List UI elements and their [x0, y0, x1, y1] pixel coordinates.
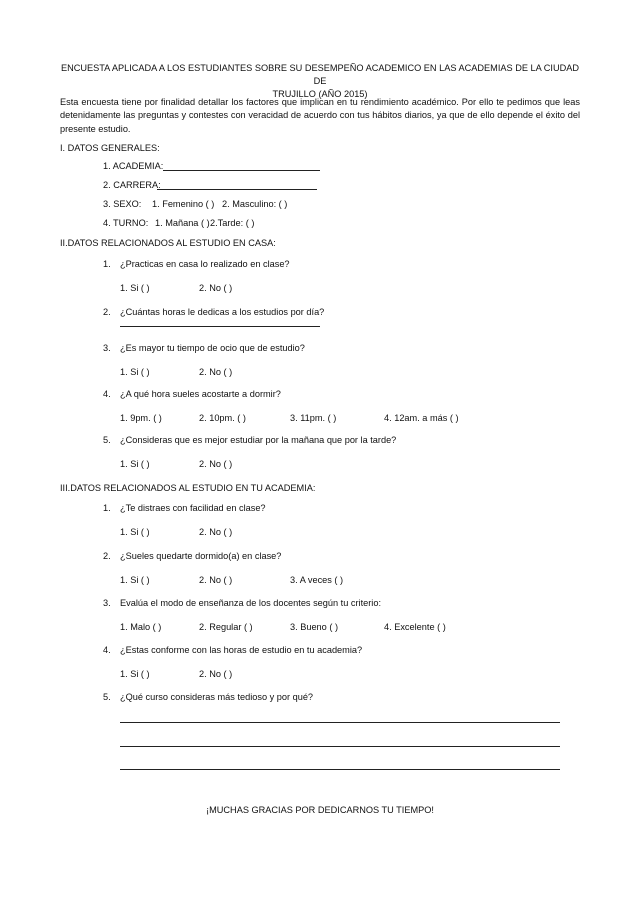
question-number: 1. — [103, 259, 111, 269]
option-no[interactable]: 2. No ( ) — [199, 527, 233, 537]
question-number: 5. — [103, 435, 111, 445]
option-turno-tarde[interactable]: 2.Tarde: ( ) — [210, 218, 255, 228]
question-text: ¿Practicas en casa lo realizado en clase? — [120, 259, 290, 269]
field-turno-label: 4. TURNO: — [103, 218, 149, 228]
option-no[interactable]: 2. No ( ) — [199, 669, 233, 679]
option-si[interactable]: 1. Si ( ) — [120, 669, 150, 679]
question-number: 3. — [103, 343, 111, 353]
survey-title-line2: TRUJILLO (AÑO 2015) — [272, 89, 368, 99]
closing-message: ¡MUCHAS GRACIAS POR DEDICARNOS TU TIEMPO! — [206, 805, 434, 815]
option-sexo-masculino[interactable]: 2. Masculino: ( ) — [222, 199, 288, 209]
option-11pm[interactable]: 3. 11pm. ( ) — [290, 413, 337, 423]
option-excelente[interactable]: 4. Excelente ( ) — [384, 622, 446, 632]
option-si[interactable]: 1. Si ( ) — [120, 527, 150, 537]
question-number: 2. — [103, 307, 111, 317]
option-bueno[interactable]: 3. Bueno ( ) — [290, 622, 339, 632]
option-malo[interactable]: 1. Malo ( ) — [120, 622, 162, 632]
answer-line[interactable] — [120, 722, 560, 723]
question-number: 4. — [103, 389, 111, 399]
option-no[interactable]: 2. No ( ) — [199, 459, 233, 469]
question-number: 3. — [103, 598, 111, 608]
question-text: ¿Consideras que es mejor estudiar por la mañana que por la tarde? — [120, 435, 397, 445]
option-turno-manana[interactable]: 1. Mañana ( ) — [155, 218, 210, 228]
section2-heading: II.DATOS RELACIONADOS AL ESTUDIO EN CASA: — [60, 238, 276, 248]
option-10pm[interactable]: 2. 10pm. ( ) — [199, 413, 246, 423]
survey-title-line1: ENCUESTA APLICADA A LOS ESTUDIANTES SOBRE SU DESEMPEÑO ACADEMICO EN LAS ACADEMIAS DE LA CIUDAD DE — [60, 63, 580, 86]
option-si[interactable]: 1. Si ( ) — [120, 283, 150, 293]
question-number: 1. — [103, 503, 111, 513]
question-number: 2. — [103, 551, 111, 561]
question-text: ¿A qué hora sueles acostarte a dormir? — [120, 389, 281, 399]
option-sexo-femenino[interactable]: 1. Femenino ( ) — [152, 199, 215, 209]
option-si[interactable]: 1. Si ( ) — [120, 367, 150, 377]
question-number: 4. — [103, 645, 111, 655]
option-no[interactable]: 2. No ( ) — [199, 283, 233, 293]
option-no[interactable]: 2. No ( ) — [199, 575, 233, 585]
option-12am[interactable]: 4. 12am. a más ( ) — [384, 413, 459, 423]
survey-intro: Esta encuesta tiene por finalidad detallar los factores que implican en tu rendimiento académico. Por ello te pedimos que leas detenidamente las preguntas y contestes con veracidad de acuerdo con tus hábitos diarios, ya que de ello depende el éxito del presente estudio. — [60, 97, 580, 134]
option-regular[interactable]: 2. Regular ( ) — [199, 622, 253, 632]
field-academia-line[interactable] — [163, 170, 320, 171]
question-text: ¿Estas conforme con las horas de estudio en tu academia? — [120, 645, 363, 655]
field-sexo-label: 3. SEXO: — [103, 199, 142, 209]
option-si[interactable]: 1. Si ( ) — [120, 459, 150, 469]
section1-heading: I. DATOS GENERALES: — [60, 143, 160, 153]
option-no[interactable]: 2. No ( ) — [199, 367, 233, 377]
section3-heading: III.DATOS RELACIONADOS AL ESTUDIO EN TU ACADEMIA: — [60, 483, 316, 493]
question-text: ¿Sueles quedarte dormido(a) en clase? — [120, 551, 282, 561]
answer-line[interactable] — [120, 326, 320, 327]
question-number: 5. — [103, 692, 111, 702]
option-a-veces[interactable]: 3. A veces ( ) — [290, 575, 344, 585]
answer-line[interactable] — [120, 769, 560, 770]
question-text: ¿Te distraes con facilidad en clase? — [120, 503, 266, 513]
field-carrera-label: 2. CARRERA: — [103, 180, 161, 190]
option-si[interactable]: 1. Si ( ) — [120, 575, 150, 585]
question-text: ¿Qué curso consideras más tedioso y por qué? — [120, 692, 314, 702]
option-9pm[interactable]: 1. 9pm. ( ) — [120, 413, 162, 423]
question-text: ¿Es mayor tu tiempo de ocio que de estudio? — [120, 343, 305, 353]
field-carrera-line[interactable] — [157, 189, 317, 190]
answer-line[interactable] — [120, 746, 560, 747]
question-text: Evalúa el modo de enseñanza de los docentes según tu criterio: — [120, 598, 381, 608]
field-academia-label: 1. ACADEMIA: — [103, 161, 164, 171]
question-text: ¿Cuántas horas le dedicas a los estudios por día? — [120, 307, 325, 317]
